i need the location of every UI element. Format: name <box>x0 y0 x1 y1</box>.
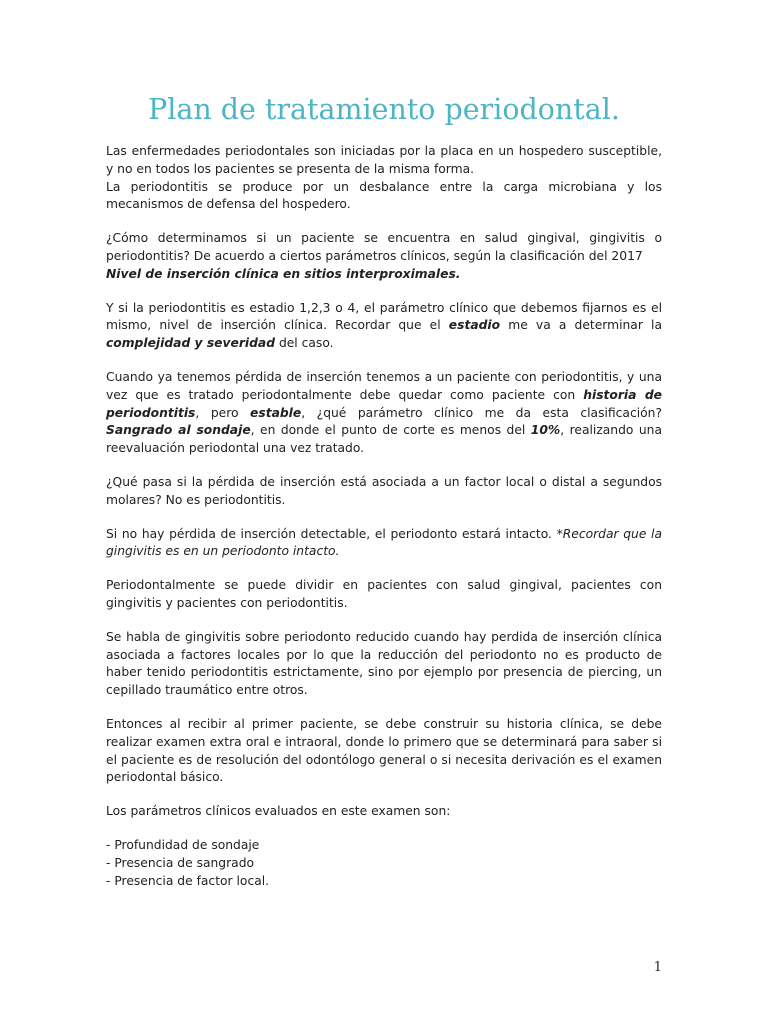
paragraph-history-text-1: Cuando ya tenemos pérdida de inserción tenemos a un paciente con periodontitis, y una vez que es tratado periodontalmente debe quedar como paciente con <box>106 369 662 402</box>
paragraph-history-text-2: , pero <box>195 405 251 420</box>
list-item: - Profundidad de sondaje <box>106 837 260 852</box>
page-title: Plan de tratamiento periodontal. <box>148 93 620 126</box>
paragraph-history-bold-historia: historia de periodontitis <box>106 387 662 420</box>
paragraph-classification: Periodontalmente se puede dividir en pacientes con salud gingival, pacientes con gingivitis y pacientes con periodontitis. <box>106 578 662 610</box>
paragraph-parameters-intro: Los parámetros clínicos evaluados en este examen son: <box>106 804 451 819</box>
paragraph-history-bold-percent: 10% <box>530 423 561 438</box>
paragraph-local-factor: ¿Qué pasa si la pérdida de inserción está asociada a un factor local o distal a segundos molares? No es periodontitis. <box>106 474 662 507</box>
paragraph-stage <box>106 300 662 353</box>
paragraph-intro: Las enfermedades periodontales son iniciadas por la placa en un hospedero susceptible, y no en todos los pacientes se presenta de la misma forma. <box>106 144 662 176</box>
list-item: - Presencia de sangrado <box>106 855 255 870</box>
paragraph-stage-text-3: del caso. <box>275 336 334 351</box>
paragraph-intact-note: *Recordar que la gingivitis es en un periodonto intacto. <box>106 526 662 559</box>
paragraph-history-text-4: , en donde el punto de corte es menos del <box>250 423 531 438</box>
paragraph-determination <box>106 230 662 283</box>
paragraph-history-text-3: , ¿qué parámetro clínico me da esta clasificación? <box>301 405 662 420</box>
paragraph-reduced-periodontium: Se habla de gingivitis sobre periodonto reducido cuando hay perdida de inserción clínica asociada a factores locales por lo que la reducción del periodonto no es producto de haber tenido periodontitis estrictamente, sino por ejemplo por presencia de piercing, un cepillado traumático entre otros. <box>106 629 662 698</box>
document-body <box>106 143 662 890</box>
parameters-list <box>106 837 662 890</box>
page-number: 1 <box>653 960 662 975</box>
paragraph-intact-text: Si no hay pérdida de inserción detectable, el periodonto estará intacto. <box>106 526 557 541</box>
paragraph-intact <box>106 526 662 562</box>
paragraph-stage-text-2: me va a determinar la <box>500 318 662 333</box>
paragraph-stage-bold-complejidad: complejidad y severidad <box>106 336 276 351</box>
paragraph-periodontitis-definition: La periodontitis se produce por un desbalance entre la carga microbiana y los mecanismos de defensa del hospedero. <box>106 179 662 212</box>
paragraph-determination-text: ¿Cómo determinamos si un paciente se encuentra en salud gingival, gingivitis o periodontitis? De acuerdo a ciertos parámetros clínicos, según la clasificación del 2017 <box>106 231 662 263</box>
paragraph-history-text-5: , realizando una reevaluación periodontal una vez tratado. <box>106 423 663 456</box>
paragraph-stage-bold-estadio: estadio <box>448 318 501 333</box>
paragraph-history-bold-estable: estable <box>250 405 302 420</box>
paragraph-history <box>106 369 662 458</box>
paragraph-history-bold-sangrado: Sangrado al sondaje <box>106 423 251 438</box>
paragraph-first-patient: Entonces al recibir al primer paciente, se debe construir su historia clínica, se debe realizar examen extra oral e intraoral, donde lo primero que se determinará para saber si el paciente es de resolución del odontólogo general o si necesita derivación es el examen periodontal básico. <box>106 716 662 785</box>
paragraph-stage-text-1: Y si la periodontitis es estadio 1,2,3 o 4, el parámetro clínico que debemos fijarnos es el mismo, nivel de inserción clínica. Recordar que el <box>106 300 662 333</box>
list-item: - Presencia de factor local. <box>106 873 270 888</box>
paragraph-determination-bold: Nivel de inserción clínica en sitios interproximales. <box>106 266 461 281</box>
